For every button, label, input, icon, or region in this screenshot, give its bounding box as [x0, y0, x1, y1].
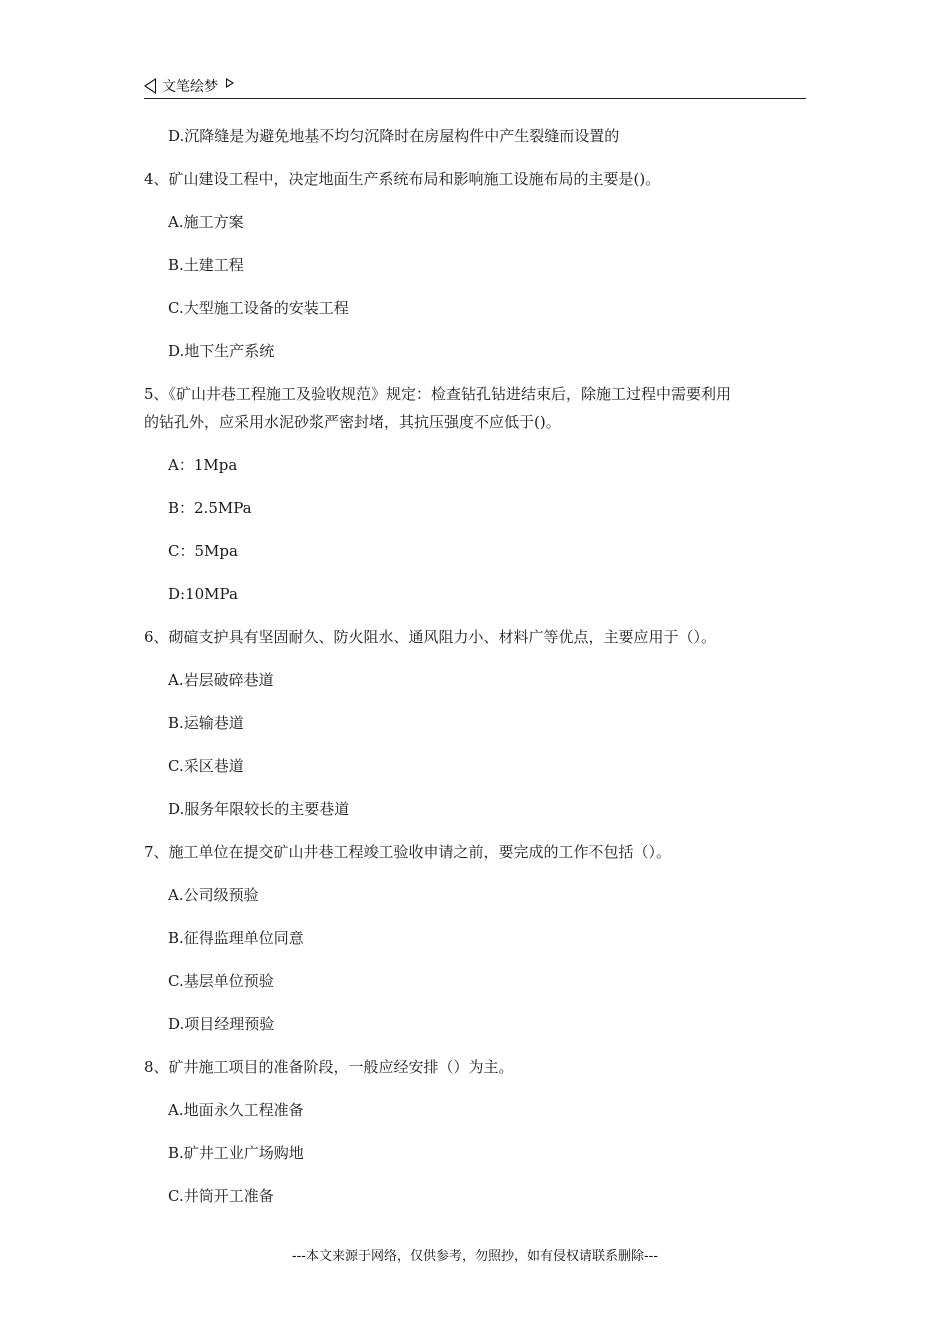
document-body — [144, 122, 808, 1210]
question-text: 5、《矿山井巷工程施工及验收规范》规定：检查钻孔钻进结束后，除施工过程中需要利用 — [144, 385, 732, 403]
answer-option: D.沉降缝是为避免地基不均匀沉降时在房屋构件中产生裂缝而设置的 — [168, 127, 620, 145]
question-text: 7、施工单位在提交矿山井巷工程竣工验收申请之前，要完成的工作不包括（）。 — [144, 843, 672, 861]
answer-option: A.地面永久工程准备 — [168, 1101, 304, 1119]
page-footer: ---本文来源于网络，仅供参考，勿照抄，如有侵权请联系删除--- — [291, 1249, 659, 1264]
answer-option: B.矿井工业广场购地 — [168, 1144, 304, 1162]
answer-option: B.征得监理单位同意 — [168, 929, 304, 947]
answer-option: C.井筒开工准备 — [168, 1187, 274, 1205]
answer-option: C.大型施工设备的安装工程 — [168, 299, 349, 317]
answer-option: A.岩层破碎巷道 — [168, 671, 274, 689]
question-text-continued: 的钻孔外，应采用水泥砂浆严密封堵，其抗压强度不应低于()。 — [144, 413, 561, 431]
right-triangle-icon — [226, 78, 234, 88]
answer-option: B.运输巷道 — [168, 714, 244, 732]
answer-option: B.土建工程 — [168, 256, 244, 274]
answer-option: D:10MPa — [168, 585, 238, 603]
answer-option: D.服务年限较长的主要巷道 — [168, 800, 350, 818]
header-brand: 文笔绘梦 — [162, 79, 218, 95]
answer-option: C：5Mpa — [168, 542, 238, 560]
question-text: 6、砌碹支护具有坚固耐久、防火阻水、通风阻力小、材料广等优点，主要应用于（）。 — [144, 628, 717, 646]
answer-option: C.基层单位预验 — [168, 972, 274, 990]
question-text: 8、矿井施工项目的准备阶段，一般应经安排（）为主。 — [144, 1058, 514, 1076]
answer-option: D.地下生产系统 — [168, 342, 275, 360]
answer-option: A.施工方案 — [168, 213, 244, 231]
question-text: 4、矿山建设工程中，决定地面生产系统布局和影响施工设施布局的主要是()。 — [144, 170, 661, 188]
answer-option: B：2.5MPa — [168, 499, 252, 517]
answer-option: A.公司级预验 — [168, 886, 259, 904]
answer-option: D.项目经理预验 — [168, 1015, 275, 1033]
left-triangle-icon — [144, 78, 156, 94]
page-header — [144, 74, 806, 99]
answer-option: C.采区巷道 — [168, 757, 244, 775]
answer-option: A：1Mpa — [168, 456, 238, 474]
